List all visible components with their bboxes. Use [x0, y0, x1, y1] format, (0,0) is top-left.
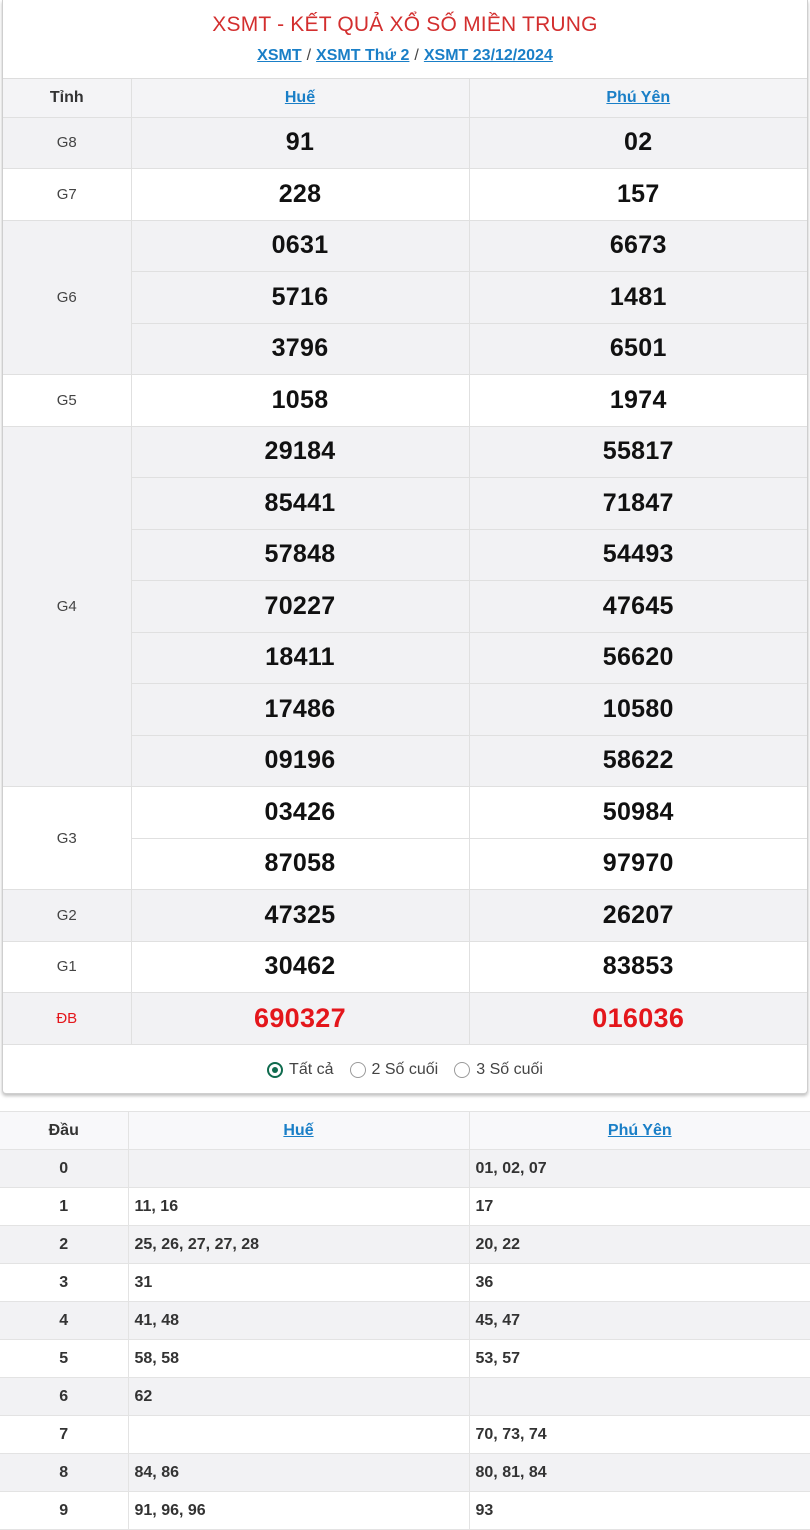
loto-dau-cell: 5 [0, 1340, 128, 1378]
prize-number-phuyen: 58622 [469, 735, 807, 787]
column-header-phu-yen [469, 79, 807, 117]
filter-option-all[interactable] [267, 1061, 333, 1079]
prize-number-hue: 5716 [131, 272, 469, 324]
prize-group-3 [3, 375, 807, 427]
loto-phu-yen-cell: 45, 47 [469, 1302, 810, 1340]
prize-number-phuyen: 56620 [469, 632, 807, 684]
filter-option-label: Tất cả [289, 1060, 334, 1078]
prize-label: G4 [3, 426, 131, 787]
prize-number-phuyen: 83853 [469, 941, 807, 993]
loto-dau-cell: 3 [0, 1264, 128, 1302]
radio-selected-icon[interactable] [267, 1062, 283, 1078]
loto-dau-cell: 8 [0, 1454, 128, 1492]
prize-group-8 [3, 993, 807, 1045]
prize-number-hue: 29184 [131, 426, 469, 478]
results-header [3, 0, 807, 79]
filter-option-last2[interactable] [350, 1061, 439, 1079]
loto-row [0, 1454, 810, 1492]
prize-label: G1 [3, 941, 131, 993]
prize-label: G8 [3, 117, 131, 169]
prize-number-hue: 18411 [131, 632, 469, 684]
loto-dau-cell: 1 [0, 1188, 128, 1226]
results-card [2, 0, 808, 1094]
prize-number-hue: 91 [131, 117, 469, 169]
prize-group-4 [3, 426, 807, 787]
loto-phu-yen-cell: 70, 73, 74 [469, 1416, 810, 1454]
prize-number-hue: 690327 [131, 993, 469, 1045]
digit-filter [3, 1045, 807, 1095]
breadcrumb-link-date[interactable]: XSMT 23/12/2024 [423, 47, 553, 64]
prize-label: G5 [3, 375, 131, 427]
breadcrumb-link-xsmt-thu2[interactable]: XSMT Thứ 2 [316, 47, 410, 64]
prize-number-hue: 47325 [131, 890, 469, 942]
loto-dau-cell: 4 [0, 1302, 128, 1340]
prize-number-hue: 30462 [131, 941, 469, 993]
loto-phu-yen-cell: 20, 22 [469, 1226, 810, 1264]
prize-label: G6 [3, 220, 131, 375]
loto-province-link-phu-yen[interactable]: Phú Yên [607, 1121, 672, 1139]
loto-phu-yen-cell: 36 [469, 1264, 810, 1302]
prize-row [3, 169, 807, 221]
prize-group-1 [3, 169, 807, 221]
prize-number-hue: 85441 [131, 478, 469, 530]
prize-number-phuyen: 10580 [469, 684, 807, 736]
loto-phu-yen-cell: 53, 57 [469, 1340, 810, 1378]
prize-number-hue: 57848 [131, 529, 469, 581]
prize-group-6 [3, 890, 807, 942]
prize-number-hue: 0631 [131, 220, 469, 272]
results-table [3, 79, 807, 1045]
column-header-hue [131, 79, 469, 117]
prize-row [3, 941, 807, 993]
breadcrumb-separator: / [414, 47, 419, 64]
filter-option-last3[interactable] [454, 1061, 543, 1079]
prize-row [3, 787, 807, 839]
prize-number-phuyen: 6673 [469, 220, 807, 272]
prize-number-phuyen: 157 [469, 169, 807, 221]
loto-phu-yen-cell: 17 [469, 1188, 810, 1226]
loto-row [0, 1378, 810, 1416]
loto-phu-yen-cell: 80, 81, 84 [469, 1454, 810, 1492]
prize-number-hue: 3796 [131, 323, 469, 375]
loto-row [0, 1226, 810, 1264]
prize-number-phuyen: 71847 [469, 478, 807, 530]
page-title: XSMT - KẾT QUẢ XỔ SỐ MIỀN TRUNG [212, 13, 598, 36]
loto-hue-cell [128, 1150, 469, 1188]
province-link-hue[interactable]: Huế [284, 88, 316, 106]
loto-row [0, 1264, 810, 1302]
loto-hue-cell: 84, 86 [128, 1454, 469, 1492]
prize-group-2 [3, 220, 807, 375]
loto-phu-yen-cell: 01, 02, 07 [469, 1150, 810, 1188]
loto-dau-cell: 7 [0, 1416, 128, 1454]
prize-number-phuyen: 55817 [469, 426, 807, 478]
breadcrumb [3, 47, 807, 65]
prize-number-phuyen: 54493 [469, 529, 807, 581]
loto-table [0, 1111, 810, 1530]
prize-number-phuyen: 02 [469, 117, 807, 169]
prize-number-phuyen: 1481 [469, 272, 807, 324]
prize-number-hue: 87058 [131, 838, 469, 890]
prize-row [3, 993, 807, 1045]
prize-row [3, 220, 807, 272]
loto-row [0, 1340, 810, 1378]
prize-label: G3 [3, 787, 131, 890]
loto-hue-cell: 41, 48 [128, 1302, 469, 1340]
province-link-phu-yen[interactable]: Phú Yên [606, 88, 671, 106]
loto-province-link-hue[interactable]: Huế [283, 1121, 314, 1139]
loto-header-hue [128, 1112, 469, 1150]
column-header-dau: Đầu [0, 1112, 128, 1150]
loto-dau-cell: 2 [0, 1226, 128, 1264]
loto-row [0, 1188, 810, 1226]
loto-dau-cell: 0 [0, 1150, 128, 1188]
prize-number-phuyen: 1974 [469, 375, 807, 427]
loto-hue-cell [128, 1416, 469, 1454]
prize-label: G2 [3, 890, 131, 942]
prize-number-phuyen: 6501 [469, 323, 807, 375]
prize-number-hue: 1058 [131, 375, 469, 427]
prize-number-phuyen: 26207 [469, 890, 807, 942]
breadcrumb-link-xsmt[interactable]: XSMT [257, 47, 302, 64]
loto-hue-cell: 25, 26, 27, 27, 28 [128, 1226, 469, 1264]
loto-hue-cell: 31 [128, 1264, 469, 1302]
prize-group-0 [3, 117, 807, 169]
prize-number-hue: 17486 [131, 684, 469, 736]
loto-hue-cell: 58, 58 [128, 1340, 469, 1378]
prize-group-5 [3, 787, 807, 890]
loto-phu-yen-cell [469, 1378, 810, 1416]
radio-empty-icon[interactable] [454, 1062, 470, 1078]
loto-hue-cell: 62 [128, 1378, 469, 1416]
prize-number-phuyen: 97970 [469, 838, 807, 890]
loto-hue-cell: 11, 16 [128, 1188, 469, 1226]
loto-row [0, 1416, 810, 1454]
loto-dau-cell: 6 [0, 1378, 128, 1416]
loto-hue-cell: 91, 96, 96 [128, 1492, 469, 1530]
prize-number-hue: 228 [131, 169, 469, 221]
loto-row [0, 1302, 810, 1340]
prize-number-phuyen: 47645 [469, 581, 807, 633]
breadcrumb-separator: / [306, 47, 312, 64]
loto-row [0, 1150, 810, 1188]
prize-row [3, 426, 807, 478]
filter-option-label: 3 Số cuối [476, 1060, 543, 1078]
prize-row [3, 117, 807, 169]
prize-number-hue: 70227 [131, 581, 469, 633]
prize-label: ĐB [3, 993, 131, 1045]
loto-dau-cell: 9 [0, 1492, 128, 1530]
prize-number-hue: 09196 [131, 735, 469, 787]
loto-rows [0, 1150, 810, 1530]
loto-header-phu-yen [469, 1112, 810, 1150]
loto-phu-yen-cell: 93 [469, 1492, 810, 1530]
loto-row [0, 1492, 810, 1530]
filter-option-label: 2 Số cuối [371, 1060, 439, 1078]
prize-group-7 [3, 941, 807, 993]
prize-number-hue: 03426 [131, 787, 469, 839]
prize-label: G7 [3, 169, 131, 221]
column-header-tinh: Tỉnh [3, 79, 131, 117]
prize-row [3, 375, 807, 427]
prize-number-phuyen: 016036 [469, 993, 807, 1045]
radio-empty-icon[interactable] [350, 1062, 366, 1078]
prize-number-phuyen: 50984 [469, 787, 807, 839]
prize-row [3, 890, 807, 942]
